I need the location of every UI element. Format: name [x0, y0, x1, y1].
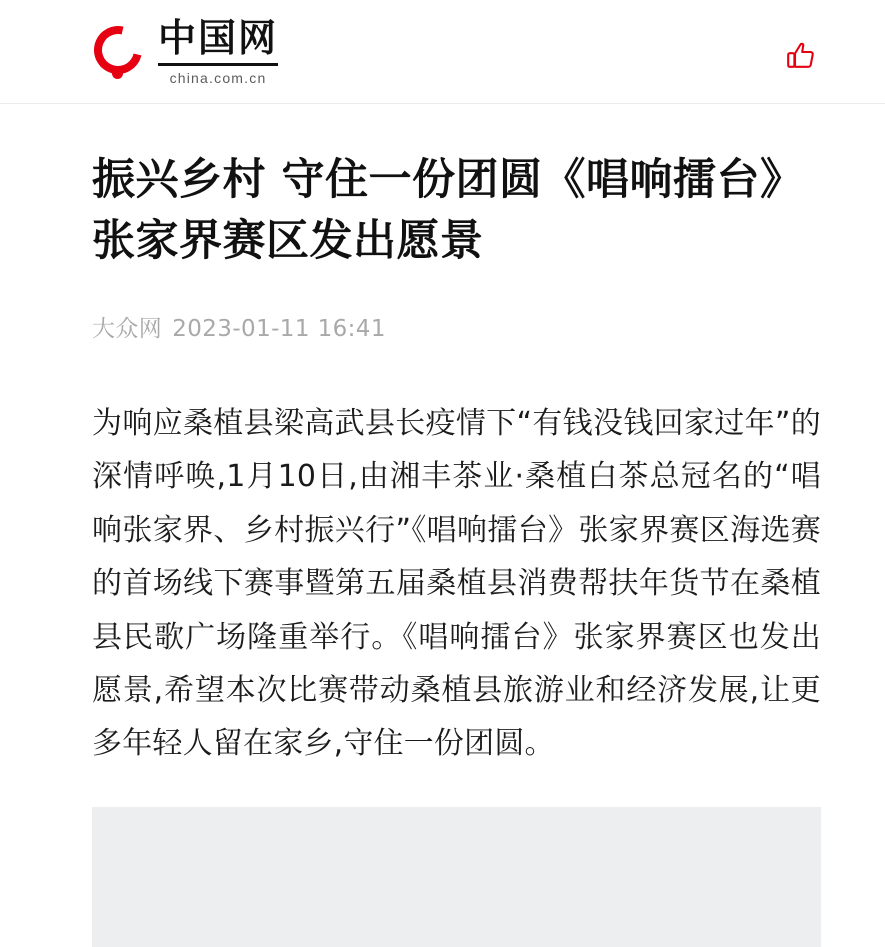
thumbs-up-icon[interactable]: [779, 34, 823, 78]
site-header: [0, 0, 885, 104]
brand-domain: china.com.cn: [169, 69, 267, 86]
brand-underline: [158, 63, 278, 66]
page-title: 振兴乡村 守住一份团圆《唱响擂台》张家界赛区发出愿景: [92, 155, 804, 267]
article-meta: [92, 310, 821, 343]
china-net-c-logo-icon: [92, 24, 148, 80]
article-body: [92, 397, 821, 771]
site-logo[interactable]: [92, 15, 279, 86]
article-source: 大众网: [92, 316, 163, 343]
article-timestamp: 2023-01-11 16:41: [172, 316, 386, 343]
article-image-placeholder: [92, 807, 821, 947]
brand-name-cn: 中国网: [158, 15, 279, 60]
article-container: [0, 150, 885, 947]
brand-text: [158, 15, 279, 86]
article-paragraph: 为响应桑植县梁高武县长疫情下“有钱没钱回家过年”的深情呼唤,1月10日,由湘丰茶业·桑植白茶总冠名的“唱响张家界、乡村振兴行”《唱响擂台》张家界赛区海选赛的首场线下赛事暨第五届桑植县消费帮扶年货节在桑植县民歌广场隆重举行。《唱响擂台》张家界赛区也发出愿景,希望本次比赛带动桑植县旅游业和经济发展,让更多年轻人留在家乡,守住一份团圆。: [92, 406, 821, 762]
